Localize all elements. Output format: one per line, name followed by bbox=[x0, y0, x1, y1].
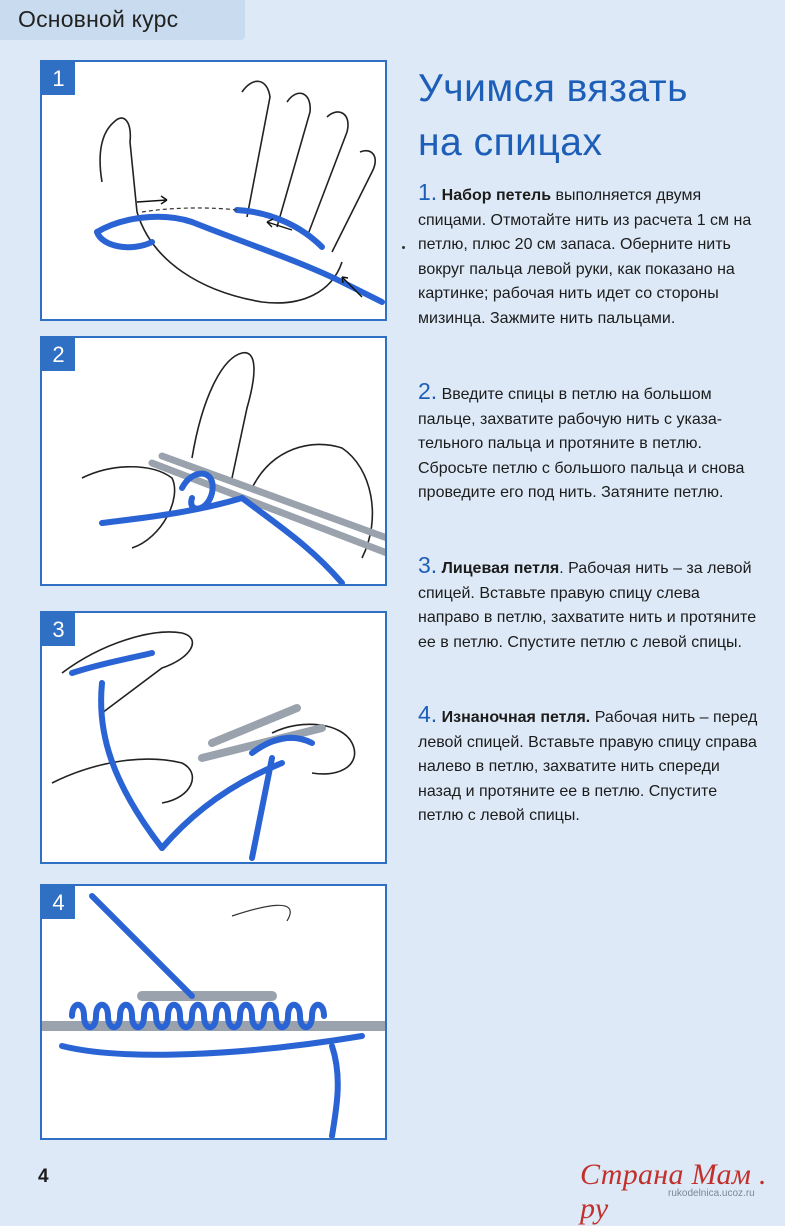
step-1-heading: Набор петель bbox=[441, 187, 552, 204]
step-1-number: 1. bbox=[418, 179, 438, 205]
page-title-line-2: на спицах bbox=[418, 121, 603, 164]
watermark: Страна Мам . ру bbox=[580, 1158, 767, 1225]
illustration-panel-1 bbox=[40, 60, 387, 321]
step-4-heading: Изнаночная петля. bbox=[441, 709, 591, 726]
page-number: 4 bbox=[38, 1166, 49, 1187]
hand-cast-on-illustration bbox=[42, 62, 387, 321]
illustration-panel-3 bbox=[40, 611, 387, 864]
needles-in-loop-illustration bbox=[42, 338, 387, 586]
step-2-text: Введите спицы в петлю на большом пальце, захватите рабочую нить с указательного пальца и протяните в петлю. Сбросьте петлю с большого пальца и снова проведите его под нить. Затяните петлю. bbox=[418, 386, 745, 501]
step-3-number: 3. bbox=[418, 552, 438, 578]
stray-dot bbox=[402, 246, 405, 249]
panel-number-1: 1 bbox=[42, 62, 75, 95]
step-3-text: . Рабочая нить – за левой спицей. Вставьте правую спицу слева направо в петлю, захватите нить и протяните ее в петлю. Спустите петлю с левой спицы. bbox=[418, 560, 757, 651]
watermark-url: rukodelnica.ucoz.ru bbox=[668, 1188, 755, 1199]
illustration-panel-2 bbox=[40, 336, 387, 586]
section-label: Основной курс bbox=[18, 6, 179, 32]
knit-stitch-illustration bbox=[42, 613, 387, 864]
step-4-number: 4. bbox=[418, 701, 438, 727]
purl-stitch-illustration bbox=[42, 886, 387, 1140]
page-title-line-1: Учимся вязать bbox=[418, 67, 688, 110]
step-1-text: выполняется двумя спицами. Отмотайте нить из расчета 1 см на петлю, плюс 20 см запаса. Оберните нить вокруг пальца левой руки, как показано на картинке; рабочая нить идет со стороны мизинца. Зажмите нить пальцами. bbox=[418, 187, 752, 327]
panel-number-4: 4 bbox=[42, 886, 75, 919]
panel-number-3: 3 bbox=[42, 613, 75, 646]
step-1 bbox=[418, 180, 763, 331]
step-4-text: Рабочая нить – перед левой спицей. Вставьте правую спицу справа налево в петлю, захватите нить спереди назад и протяните ее в петлю. Спустите петлю с левой спицы. bbox=[418, 709, 758, 824]
step-4 bbox=[418, 702, 763, 829]
step-3 bbox=[418, 553, 763, 655]
step-2 bbox=[418, 379, 763, 506]
step-3-heading: Лицевая петля bbox=[441, 560, 560, 577]
panel-number-2: 2 bbox=[42, 338, 75, 371]
step-2-number: 2. bbox=[418, 378, 438, 404]
illustration-panel-4 bbox=[40, 884, 387, 1140]
page-title bbox=[418, 62, 758, 170]
